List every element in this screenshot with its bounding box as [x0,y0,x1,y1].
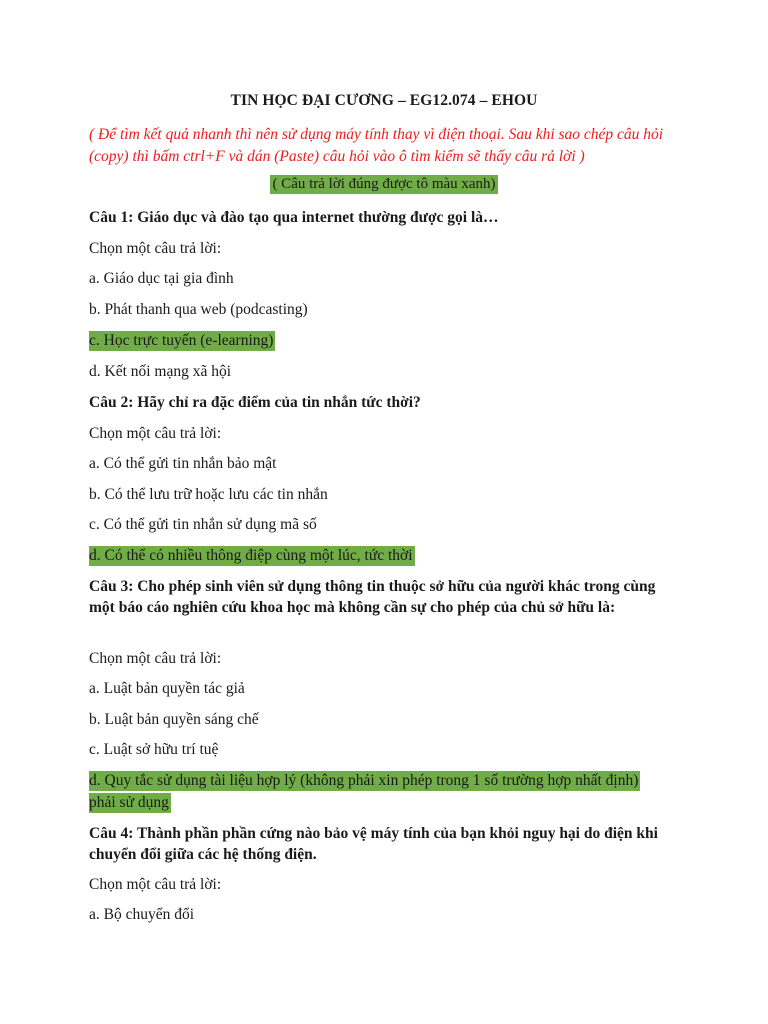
correct-option-label: c. Học trực tuyến (e-learning) [89,332,274,349]
question-2-prompt: Chọn một câu trả lời: [89,425,222,442]
option-label: d. Kết nối mạng xã hội [89,363,232,380]
option-label: a. Có thể gửi tin nhắn bảo mật [89,455,277,472]
question-3-prompt: Chọn một câu trả lời: [89,650,222,667]
legend-row [0,175,768,193]
question-4-prompt: Chọn một câu trả lời: [89,876,222,893]
question-2-option-d[interactable] [89,545,415,566]
question-3-option-c[interactable] [89,739,220,760]
option-label: a. Luật bản quyền tác giả [89,680,245,697]
correct-option-label-continued: phải sử dụng [89,794,169,811]
option-label: c. Luật sở hữu trí tuệ [89,741,219,758]
option-label: b. Có thể lưu trữ hoặc lưu các tin nhắn [89,486,328,503]
question-3-option-b[interactable] [89,709,261,730]
question-1: Câu 1: Giáo dục và đào tạo qua internet thường được gọi là… [89,209,499,226]
option-label: a. Bộ chuyển đổi [89,906,195,923]
correct-option-label: d. Có thể có nhiều thông điệp cùng một lúc, tức thời [89,547,413,564]
option-label: b. Phát thanh qua web (podcasting) [89,301,308,318]
option-label: c. Có thể gửi tin nhắn sử dụng mã số [89,516,317,533]
question-2-option-a[interactable] [89,453,278,474]
question-2: Câu 2: Hãy chỉ ra đặc điểm của tin nhắn tức thời? [89,394,421,411]
question-4: Câu 4: Thành phần phần cứng nào bảo vệ máy tính của bạn khỏi nguy hại do điện khi chuyển đổi giữa các hệ thống điện. [89,825,658,863]
question-4-option-a[interactable] [89,904,196,925]
question-3-option-a[interactable] [89,678,247,699]
question-1-option-a[interactable] [89,268,236,289]
correct-answer-legend: ( Câu trả lời đúng được tô màu xanh) [272,176,496,192]
question-2-option-c[interactable] [89,514,319,535]
question-1-option-b[interactable] [89,299,310,320]
question-3: Câu 3: Cho phép sinh viên sử dụng thông tin thuộc sở hữu của người khác trong cùng một báo cáo nghiên cứu khoa học mà không cần sự cho phép của chủ sở hữu là: [89,578,656,616]
option-label: b. Luật bản quyền sáng chế [89,711,259,728]
question-1-prompt: Chọn một câu trả lời: [89,240,222,257]
question-1-option-d[interactable] [89,361,233,382]
question-3-option-d-continued[interactable] [89,792,171,813]
question-3-option-d[interactable] [89,770,640,791]
correct-option-label: d. Quy tắc sử dụng tài liệu hợp lý (không phải xin phép trong 1 số trường hợp nhất định) [89,772,639,789]
question-1-option-c[interactable] [89,330,275,351]
option-label: a. Giáo dục tại gia đình [89,270,234,287]
document-title: TIN HỌC ĐẠI CƯƠNG – EG12.074 – EHOU [230,92,538,109]
search-instructions-note: ( Để tìm kết quả nhanh thì nên sử dụng máy tính thay vì điện thoại. Sau khi sao chép câu hỏi (copy) thì bấm ctrl+F và dán (Paste) câu hỏi vào ô tìm kiếm sẽ thấy câu rả lời ) [89,126,664,165]
question-2-option-b[interactable] [89,484,330,505]
